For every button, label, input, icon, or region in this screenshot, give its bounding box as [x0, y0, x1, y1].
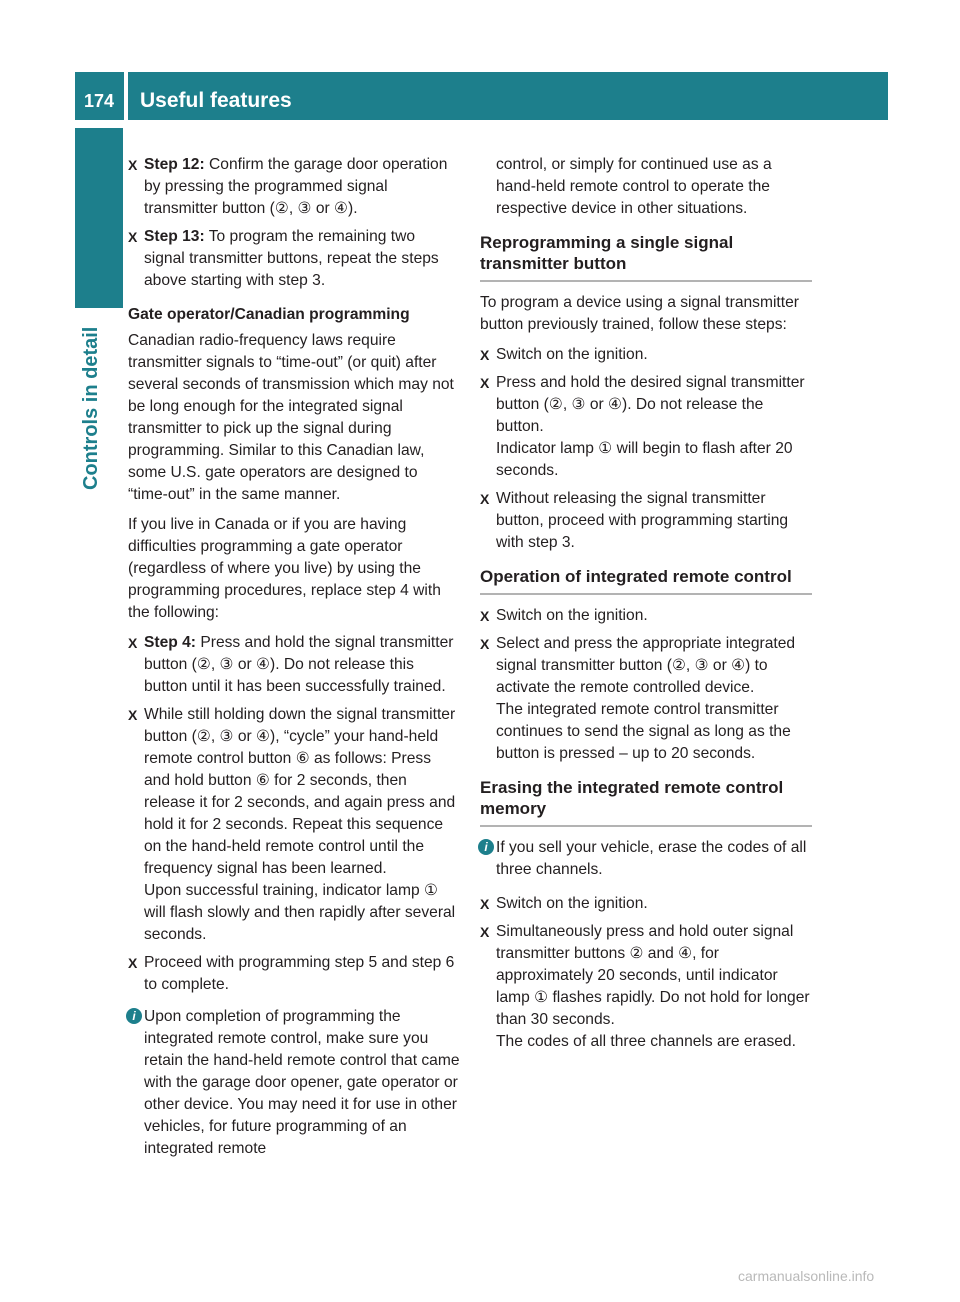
erase-note [480, 837, 812, 881]
step-result: Upon successful training, indicator lamp ① will flash slowly and then rapidly after several seconds. [144, 882, 456, 943]
reprog-step-2 [480, 372, 812, 482]
hold-step [128, 704, 460, 946]
reprog-step-3 [480, 488, 812, 554]
watermark[interactable]: carmanualsonline.info [738, 1268, 875, 1284]
step-text: Without releasing the signal transmitter button, proceed with programming starting with step 3. [496, 490, 789, 551]
note-text: Upon completion of programming the integrated remote control, make sure you retain the hand-held remote control that came with the garage door opener, gate operator or other device. You may need it for use in other vehicles, for future programming of an integrated remote [144, 1008, 460, 1157]
side-tab [75, 128, 123, 308]
left-column [128, 154, 460, 1172]
step-marker-icon: X [480, 924, 490, 940]
op-step-2 [480, 633, 812, 765]
page-number: 174 [84, 91, 115, 111]
step-marker-icon: X [128, 955, 138, 971]
step-4 [128, 632, 460, 698]
note-text: If you sell your vehicle, erase the codes of all three channels. [496, 839, 807, 878]
step-label: Step 12: [144, 156, 205, 173]
operation-heading: Operation of integrated remote control [480, 566, 812, 595]
side-label: Controls in detail [80, 326, 102, 490]
note [128, 1006, 460, 1160]
gate-paragraph-1: Canadian radio-frequency laws require transmitter signals to “time-out” (or quit) after several seconds of transmission which may not be long enough for the integrated signal transmitter to pick up the signal during programming. Similar to this Canadian law, some U.S. gate operators are designed to “time-out” in the same manner. [128, 332, 454, 503]
op-step-1 [480, 605, 812, 627]
step-label: Step 4: [144, 634, 196, 651]
header-divider [124, 72, 128, 120]
info-icon: i [126, 1008, 142, 1024]
step-marker-icon: X [480, 608, 490, 624]
step-marker-icon: X [128, 635, 138, 651]
step-marker-icon: X [480, 896, 490, 912]
step-text: While still holding down the signal transmitter button (②, ③ or ④), “cycle” your hand-held remote control button ⑥ as follows: Press and hold button ⑥ for 2 seconds, then release it for 2 seconds, and again press and hold it for 2 seconds. Repeat this sequence on the hand-held remote control until the frequency signal has been learned. [144, 706, 456, 877]
section-title: Useful features [140, 89, 292, 112]
step-marker-icon: X [480, 636, 490, 652]
step-marker-icon: X [480, 375, 490, 391]
step-text: Switch on the ignition. [496, 607, 648, 624]
step-text: Switch on the ignition. [496, 895, 648, 912]
step-result: The codes of all three channels are erased. [496, 1033, 796, 1050]
step-marker-icon: X [128, 157, 138, 173]
step-text: Select and press the appropriate integrated signal transmitter button (②, ③ or ④) to activate the remote controlled device. [496, 635, 796, 696]
step-text: Simultaneously press and hold outer signal transmitter buttons ② and ④, for approximately 20 seconds, until indicator lamp ① flashes rapidly. Do not hold for longer than 30 seconds. [496, 923, 810, 1028]
info-icon: i [478, 839, 494, 855]
step-marker-icon: X [128, 707, 138, 723]
step-text: Press and hold the desired signal transmitter button (②, ③ or ④). Do not release the button. [496, 374, 805, 435]
reprog-step-1 [480, 344, 812, 366]
step-12 [128, 154, 460, 220]
step-text: Switch on the ignition. [496, 346, 648, 363]
erase-step-2 [480, 921, 812, 1053]
step-result: Indicator lamp ① will begin to flash after 20 seconds. [496, 440, 793, 479]
step-text: Proceed with programming step 5 and step 6 to complete. [144, 954, 455, 993]
reprogramming-heading: Reprogramming a single signal transmitter button [480, 232, 812, 282]
step-label: Step 13: [144, 228, 205, 245]
right-column [480, 154, 812, 1059]
step-text: Press and hold the signal transmitter button (②, ③ or ④). Do not release this button until it has been successfully trained. [144, 634, 454, 695]
gate-paragraph-2: If you live in Canada or if you are having difficulties programming a gate operator (regardless of where you live) by using the programming procedures, replace step 4 with the following: [128, 516, 441, 621]
reprogramming-intro: To program a device using a signal transmitter button previously trained, follow these steps: [480, 294, 799, 333]
step-result: The integrated remote control transmitter continues to send the signal as long as the button is pressed – up to 20 seconds. [496, 701, 791, 762]
step-marker-icon: X [480, 347, 490, 363]
erase-step-1 [480, 893, 812, 915]
gate-heading: Gate operator/Canadian programming [128, 306, 410, 323]
step-marker-icon: X [128, 229, 138, 245]
step-text: Confirm the garage door operation by pressing the programmed signal transmitter button (②, ③ or ④). [144, 156, 448, 217]
step-marker-icon: X [480, 491, 490, 507]
step-13 [128, 226, 460, 292]
proceed-step [128, 952, 460, 996]
continued-text: control, or simply for continued use as a hand-held remote control to operate the respective device in other situations. [496, 156, 772, 217]
step-text: To program the remaining two signal transmitter buttons, repeat the steps above starting with step 3. [144, 228, 439, 289]
erase-heading: Erasing the integrated remote control memory [480, 777, 812, 827]
